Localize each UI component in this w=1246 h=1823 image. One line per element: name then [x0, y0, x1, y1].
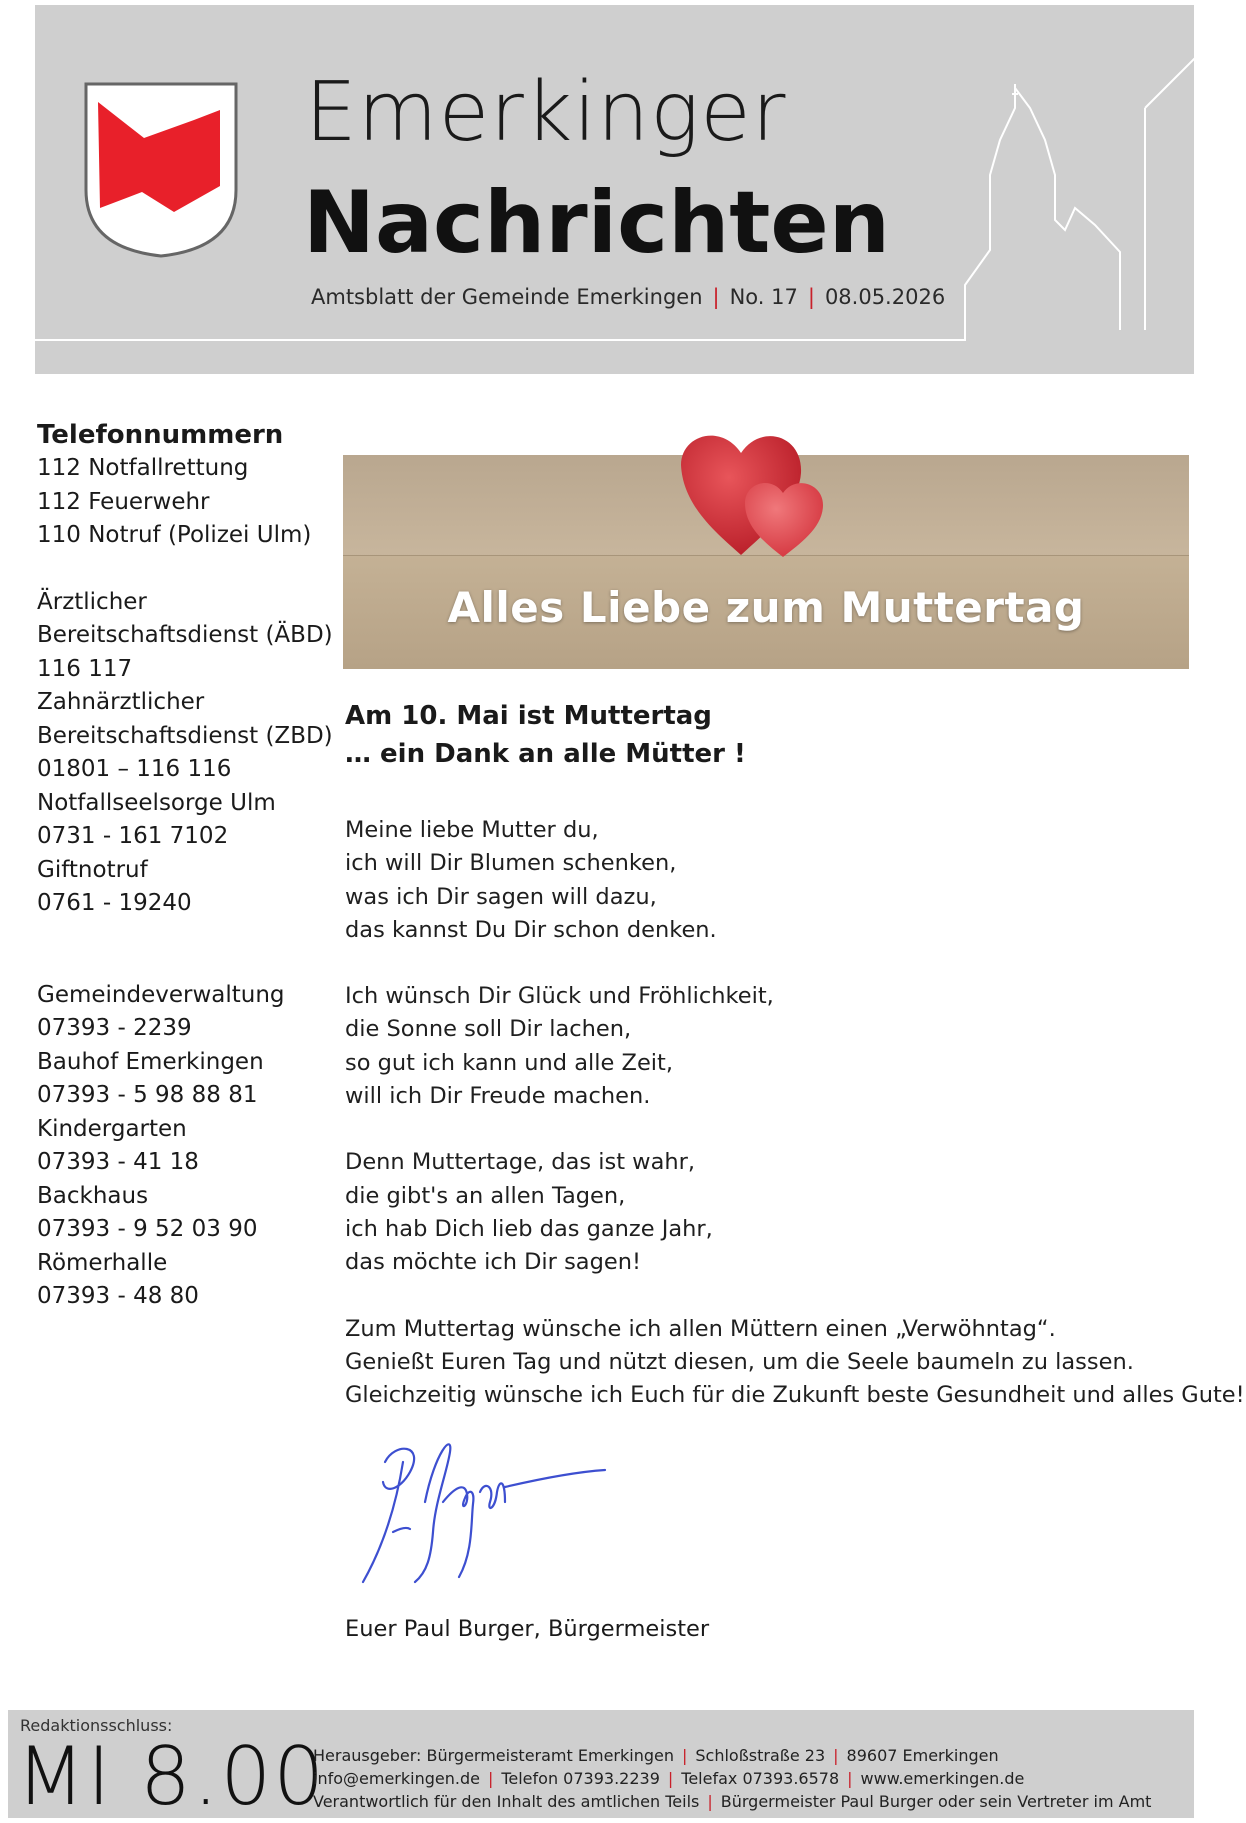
paragraph-line: Genießt Euren Tag und nützt diesen, um die Seele baumeln zu lassen. — [345, 1348, 1134, 1375]
subtitle: Amtsblatt der Gemeinde Emerkingen — [311, 285, 703, 309]
list-item: 112 Notfallrettung — [37, 455, 249, 481]
separator: | — [833, 1746, 839, 1765]
imprint-line — [313, 1790, 1151, 1813]
list-item: 116 117 — [37, 655, 133, 682]
closing-signature-line: Euer Paul Burger, Bürgermeister — [345, 1616, 710, 1642]
poem-line: Meine liebe Mutter du, — [345, 817, 599, 843]
separator: | — [681, 1746, 688, 1765]
paragraph-line: Gleichzeitig wünsche ich Euch für die Zukunft beste Gesundheit und alles Gute! — [345, 1382, 1245, 1409]
mayor: Bürgermeister Paul Burger oder sein Vertreter im Amt — [720, 1792, 1152, 1811]
separator: | — [707, 1792, 713, 1811]
paragraph-line: Zum Muttertag wünsche ich allen Müttern einen „Verwöhntag“. — [345, 1315, 1056, 1342]
issue-date: 08.05.2026 — [824, 285, 946, 309]
list-item: Gemeindeverwaltung — [37, 981, 285, 1008]
list-item: 07393 - 41 18 — [37, 1149, 199, 1175]
masthead — [35, 5, 1194, 374]
phone-numbers-heading: Telefonnummern — [37, 420, 284, 450]
footer — [8, 1710, 1194, 1823]
responsible: Verantwortlich für den Inhalt des amtlichen Teils — [313, 1792, 700, 1811]
headline-line: … ein Dank an alle Mütter ! — [345, 739, 746, 769]
phone-numbers-column — [37, 418, 333, 1314]
list-item: 0731 - 161 7102 — [37, 823, 229, 849]
list-item: 110 Notruf (Polizei Ulm) — [37, 522, 312, 548]
poem-line: was ich Dir sagen will dazu, — [345, 883, 657, 910]
list-item: Backhaus — [37, 1182, 149, 1209]
publisher: Herausgeber: Bürgermeisteramt Emerkingen — [313, 1746, 674, 1765]
masthead-subline — [311, 285, 945, 309]
list-item: 07393 - 5 98 88 81 — [37, 1082, 258, 1108]
website-link[interactable]: www.emerkingen.de — [860, 1769, 1025, 1788]
separator: | — [847, 1769, 853, 1788]
list-item: 0761 - 19240 — [37, 890, 192, 916]
signature-icon — [355, 1432, 645, 1592]
list-item: 01801 – 116 116 — [37, 756, 232, 782]
separator: | — [667, 1769, 674, 1788]
emergency-list — [37, 452, 327, 553]
poem-line: ich will Dir Blumen schenken, — [345, 850, 677, 877]
poem-stanza — [345, 1146, 1245, 1279]
masthead-title-line1: Emerkinger — [305, 65, 787, 160]
poem-line: so gut ich kann und alle Zeit, — [345, 1049, 674, 1076]
street: Schloßstraße 23 — [695, 1746, 826, 1765]
municipal-list — [37, 979, 327, 1314]
list-item: Bereitschaftsdienst (ÄBD) — [37, 622, 333, 648]
list-item: Giftnotruf — [37, 856, 148, 883]
list-item: 07393 - 9 52 03 90 — [37, 1216, 258, 1242]
hearts-icon — [343, 425, 1189, 605]
poem-line: die gibt's an allen Tagen, — [345, 1182, 626, 1209]
deadline-label: Redaktionsschluss: — [20, 1716, 173, 1735]
poem-line: das möchte ich Dir sagen! — [345, 1249, 642, 1276]
article-headline — [345, 697, 746, 773]
imprint-line — [313, 1767, 1151, 1790]
list-item: Notfallseelsorge Ulm — [37, 789, 276, 816]
article-body — [345, 814, 1245, 1412]
list-item: 112 Feuerwehr — [37, 488, 210, 515]
list-item: Ärztlicher — [37, 588, 147, 615]
list-item: Kindergarten — [37, 1115, 187, 1142]
list-item: Zahnärztlicher — [37, 689, 205, 715]
list-item: Bauhof Emerkingen — [37, 1048, 264, 1075]
list-item: Römerhalle — [37, 1249, 168, 1276]
masthead-title-line2: Nachrichten — [303, 173, 890, 273]
fax: Telefax 07393.6578 — [681, 1769, 840, 1788]
poem-line: Ich wünsch Dir Glück und Fröhlichkeit, — [345, 983, 774, 1010]
separator: | — [712, 285, 720, 309]
deadline-value: MI 8.00 — [16, 1730, 327, 1823]
issue-number: No. 17 — [729, 285, 798, 309]
poem-line: das kannst Du Dir schon denken. — [345, 916, 717, 943]
phone: Telefon 07393.2239 — [501, 1769, 660, 1788]
email-link[interactable]: info@emerkingen.de — [313, 1769, 480, 1788]
poem-line: die Sonne soll Dir lachen, — [345, 1016, 632, 1043]
list-item: 07393 - 2239 — [37, 1015, 192, 1041]
list-item: Bereitschaftsdienst (ZBD) — [37, 722, 333, 749]
imprint-line — [313, 1744, 1151, 1767]
imprint — [313, 1744, 1151, 1813]
medical-list — [37, 586, 333, 921]
poem-line: ich hab Dich lieb das ganze Jahr, — [345, 1215, 713, 1242]
headline-line: Am 10. Mai ist Muttertag — [345, 701, 712, 731]
poem-line: Denn Muttertage, das ist wahr, — [345, 1149, 696, 1176]
mothers-day-banner — [343, 455, 1189, 668]
separator: | — [487, 1769, 494, 1788]
banner-text: Alles Liebe zum Muttertag — [447, 583, 1085, 632]
poem-line: will ich Dir Freude machen. — [345, 1083, 651, 1110]
list-item: 07393 - 48 80 — [37, 1283, 199, 1309]
poem-stanza — [345, 814, 1245, 947]
city: 89607 Emerkingen — [846, 1746, 999, 1765]
greeting-paragraph — [345, 1313, 1245, 1413]
poem-stanza — [345, 980, 1245, 1113]
coat-of-arms-icon — [82, 80, 240, 260]
separator: | — [807, 285, 815, 309]
